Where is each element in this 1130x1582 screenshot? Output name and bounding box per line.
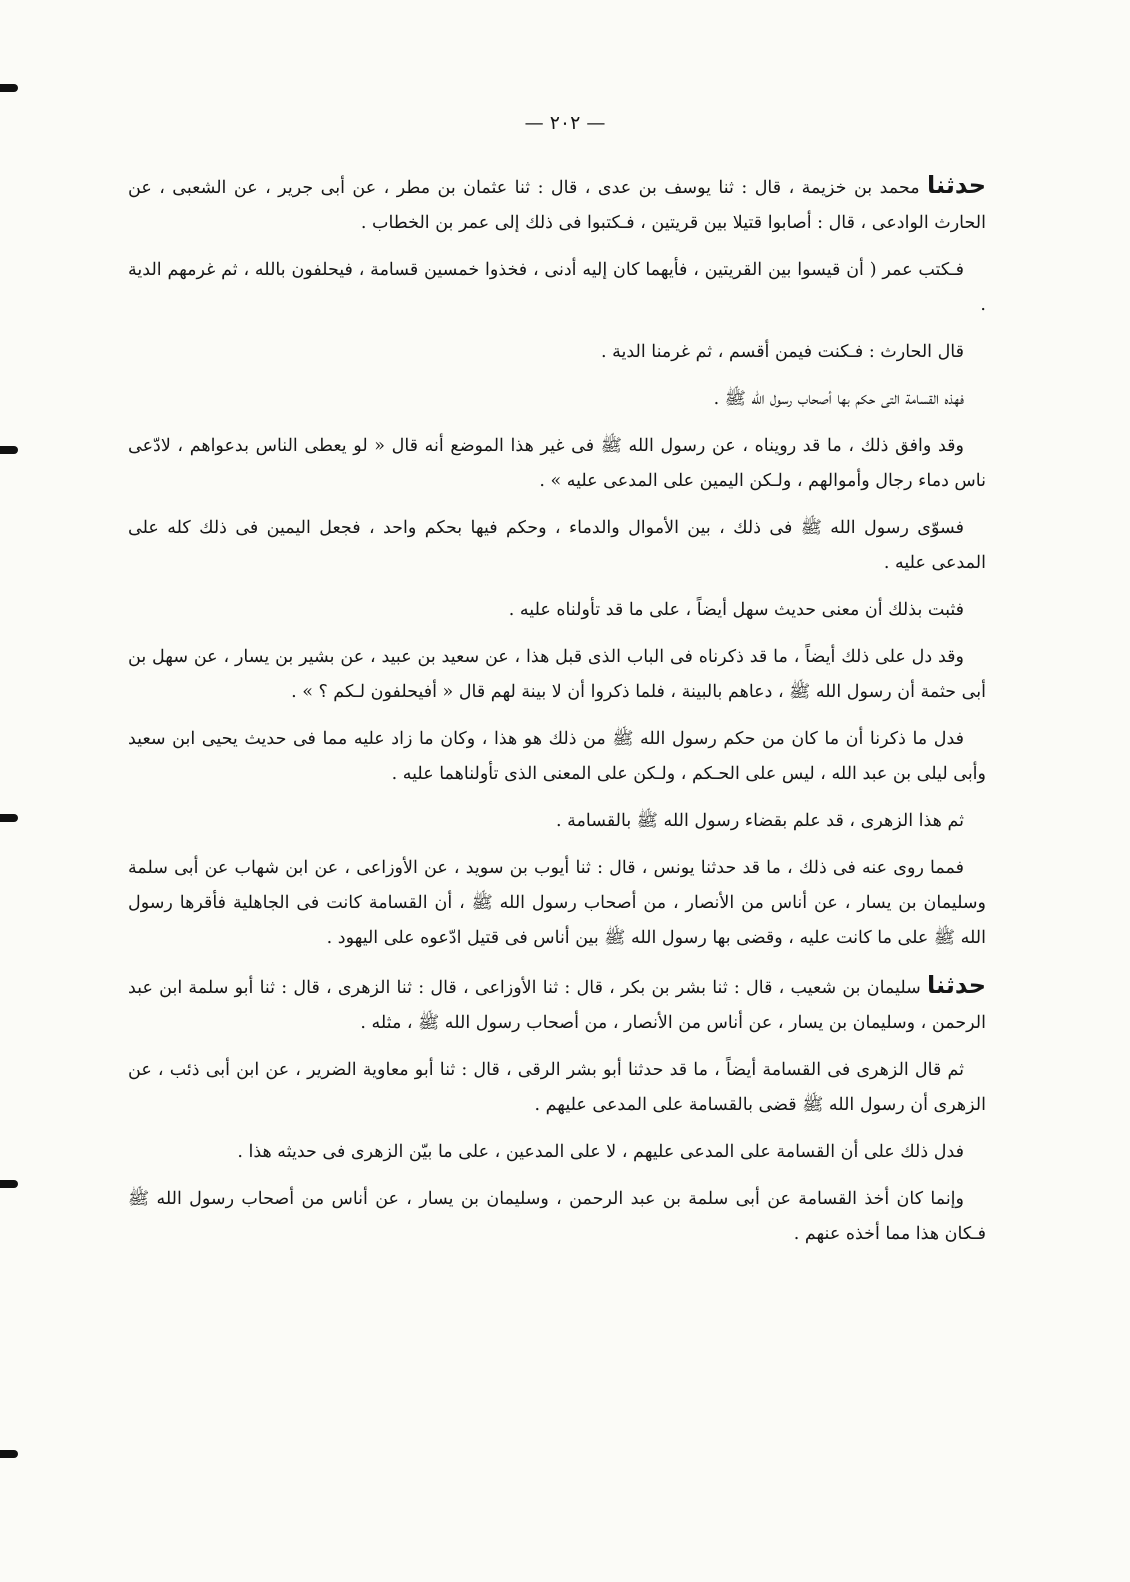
margin-mark bbox=[0, 1180, 18, 1188]
paragraph: قال الحارث : فـكنت فيمن أقسم ، ثم غرمنا الدية . bbox=[600, 342, 964, 362]
margin-mark bbox=[0, 1450, 18, 1458]
paragraph: فمما روى عنه فى ذلك ، ما قد حدثنا يونس ، قال : ثنا أيوب بن سويد ، عن الأوزاعى ، عن ابن شهاب عن أبى سلمة وسليمان بن يسار ، عن أناس من الأنصار ، من أصحاب رسول الله ﷺ ، أن القسامة كانت فى الجاهلية فأقرها رسول الله ﷺ على ما كانت عليه ، وقضى بها رسول الله ﷺ بين أناس فى قتيل ادّعوه على اليهود . bbox=[128, 858, 986, 948]
paragraph: فهذه القسامة التى حكم بها أصحاب رسول الله ﷺ . bbox=[713, 389, 964, 409]
tahdith-keyword: حدثنا bbox=[927, 971, 986, 999]
margin-mark bbox=[0, 446, 18, 454]
paragraph: وإنما كان أخذ القسامة عن أبى سلمة بن عبد الرحمن ، وسليمان بن يسار ، عن أناس من أصحاب رسول الله ﷺ فـكان هذا مما أخذه عنهم . bbox=[128, 1189, 986, 1244]
paragraph: فدل ذلك على أن القسامة على المدعى عليهم ، لا على المدعين ، على ما بيّن الزهرى فى حديثه هذا . bbox=[237, 1142, 964, 1162]
page-number: — ٢٠٢ — bbox=[524, 112, 606, 134]
paragraph: وقد دل على ذلك أيضاً ، ما قد ذكرناه فى الباب الذى قبل هذا ، عن سعيد بن عبيد ، عن بشير بن يسار ، عن سهل بن أبى حثمة أن رسول الله ﷺ ، دعاهم بالبينة ، فلما ذكروا أن لا بينة لهم قال « أفيحلفون لـكم ؟ » . bbox=[128, 647, 986, 702]
paragraph: حدثنا سليمان بن شعيب ، قال : ثنا بشر بن بكر ، قال : ثنا الأوزاعى ، قال : ثنا الزهرى ، قال : ثنا أبو سلمة ابن عبد الرحمن ، وسليمان بن يسار ، عن أناس من الأنصار ، من أصحاب رسول الله ﷺ ، مثله . bbox=[128, 971, 986, 1033]
paragraph: فـكتب عمر ( أن قيسوا بين القريتين ، فأيهما كان إليه أدنى ، فخذوا خمسين قسامة ، فيحلفون بالله ، ثم غرمهم الدية . bbox=[128, 260, 986, 315]
paragraph: حدثنا محمد بن خزيمة ، قال : ثنا يوسف بن عدى ، قال : ثنا عثمان بن مطر ، عن أبى جرير ، عن الشعبى ، عن الحارث الوادعى ، قال : أصابوا قتيلا بين قريتين ، فـكتبوا فى ذلك إلى عمر بن الخطاب . bbox=[128, 171, 986, 233]
paragraph: ثم قال الزهرى فى القسامة أيضاً ، ما قد حدثنا أبو بشر الرقى ، قال : ثنا أبو معاوية الضرير ، عن ابن أبى ذئب ، عن الزهرى أن رسول الله ﷺ قضى بالقسامة على المدعى عليهم . bbox=[128, 1060, 986, 1115]
paragraph: فسوّى رسول الله ﷺ فى ذلك ، بين الأموال والدماء ، وحكم فيها بحكم واحد ، فجعل اليمين فى ذلك كله على المدعى عليه . bbox=[128, 518, 986, 573]
paragraph: فدل ما ذكرنا أن ما كان من حكم رسول الله ﷺ من ذلك هو هذا ، وكان ما زاد عليه مما فى حديث يحيى ابن سعيد وأبى ليلى بن عبد الله ، ليس على الحـكم ، ولـكن على المعنى الذى تأولناهما عليه . bbox=[128, 729, 986, 784]
tahdith-keyword: حدثنا bbox=[927, 171, 986, 199]
paragraph: فثبت بذلك أن معنى حديث سهل أيضاً ، على ما قد تأولناه عليه . bbox=[508, 600, 964, 620]
page-body bbox=[128, 168, 986, 1264]
paragraph: ثم هذا الزهرى ، قد علم بقضاء رسول الله ﷺ بالقسامة . bbox=[556, 811, 964, 831]
margin-mark bbox=[0, 84, 18, 92]
margin-mark bbox=[0, 814, 18, 822]
paragraph: وقد وافق ذلك ، ما قد رويناه ، عن رسول الله ﷺ فى غير هذا الموضع أنه قال « لو يعطى الناس بدعواهم ، لادّعى ناس دماء رجال وأموالهم ، ولـكن اليمين على المدعى عليه » . bbox=[128, 436, 986, 491]
